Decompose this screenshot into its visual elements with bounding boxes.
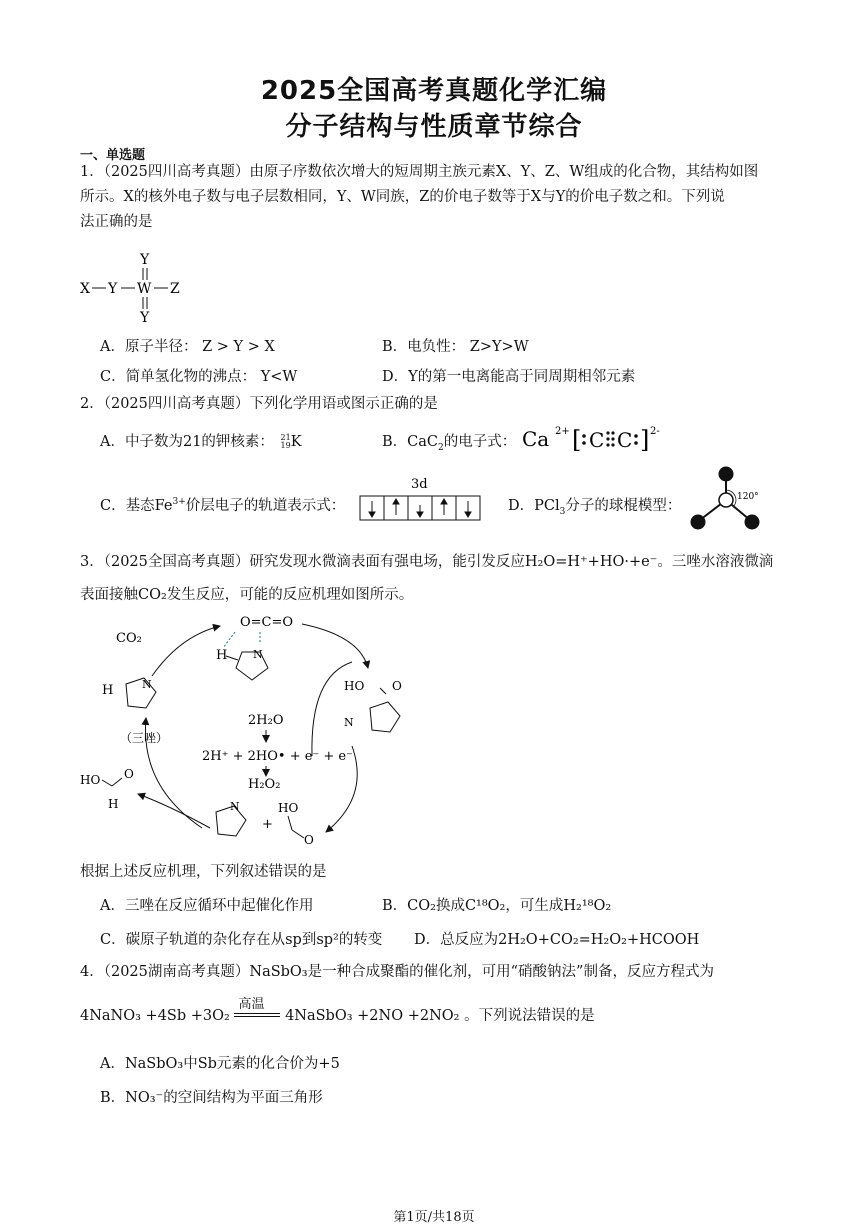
struct-z: Z: [170, 281, 180, 297]
lewis-bracket-left: [: [572, 426, 582, 454]
q2-c-prefix: C．基态: [100, 498, 155, 514]
lewis-c2: C: [617, 428, 633, 452]
mech-middle: 2H⁺ + 2HO• + e⁻ + e⁻: [202, 749, 353, 764]
mech-right-n: N: [344, 716, 354, 729]
page-footer: 第1页/共18页: [393, 1210, 475, 1225]
mech-left-n: N: [142, 678, 152, 691]
q1-option-d: D．Y的第一电离能高于同周期相邻元素: [382, 369, 636, 385]
nuclide-symbol: K: [290, 434, 302, 450]
eq-left: 4NaNO₃ +4Sb +3O₂: [80, 1008, 230, 1024]
q4-option-b: B．NO₃⁻的空间结构为平面三角形: [100, 1090, 323, 1106]
q3-reaction-mechanism: [80, 606, 440, 856]
mech-left-h: H: [102, 683, 114, 698]
q2-b-sub: 2: [438, 442, 444, 453]
q3-prompt: 根据上述反应机理，下列叙述错误的是: [80, 864, 327, 880]
q2-option-c: [100, 494, 345, 515]
mech-bottom-n: N: [230, 800, 240, 813]
q2-c-suffix: 价层电子的轨道表示式：: [185, 498, 346, 514]
nuclide-mass: 21: [280, 433, 291, 442]
fe-3d-orbital-diagram: [356, 474, 486, 524]
mech-formic-ho: HO: [80, 773, 101, 787]
struct-w: W: [137, 281, 152, 297]
q4-option-a: A．NaSbO₃中Sb元素的化合价为+5: [100, 1056, 340, 1072]
q2-option-d: [508, 494, 681, 517]
q1-option-b: B．电负性： Z>Y>W: [382, 339, 529, 355]
q2-d-prefix: D．: [508, 498, 535, 514]
nuclide-numbers: [281, 434, 291, 450]
angle-label: 120°: [737, 492, 759, 502]
question-4: 4．（2025湖南高考真题）NaSbO₃是一种合成聚酯的催化剂，可用“硝酸钠法”制备，反应方程式为: [80, 964, 714, 980]
q1-line-2: 所示。X的核外电子数与电子层数相同，Y、W同族，Z的价电子数等于X与Y的价电子数之和。下列说: [80, 189, 725, 205]
q3-option-d: D．总反应为2H₂O+CO₂=H₂O₂+HCOOH: [414, 932, 700, 948]
mech-bottom-ho: HO: [278, 801, 299, 815]
mech-top-n: N: [253, 648, 263, 661]
nuclide-z: 19: [280, 441, 291, 450]
orbital-label: 3d: [411, 477, 428, 492]
mech-bottom-o: O: [304, 833, 314, 847]
q2-b-suffix: 的电子式：: [443, 434, 517, 450]
mech-formic-o: O: [124, 767, 134, 781]
q2-a-text: A．中子数为21的钾核素：: [100, 434, 274, 450]
q2-d-sub: 3: [559, 506, 566, 517]
q2-option-b: [382, 430, 516, 453]
struct-y-top: Y: [140, 252, 150, 268]
mech-h2o: 2H₂O: [248, 713, 284, 728]
pcl3-ball-stick-model: [686, 464, 766, 534]
q1-option-a: A．原子半径： Z > Y > X: [100, 339, 275, 355]
q2-d-formula: PCl: [534, 498, 560, 514]
struct-x: X: [80, 281, 90, 297]
q3-option-a: A．三唑在反应循环中起催化作用: [100, 898, 314, 914]
eq-arrow: [234, 997, 280, 1025]
lewis-charge: 2-: [650, 426, 660, 437]
q2-b-formula: CaC: [407, 434, 438, 450]
question-3: [80, 550, 800, 608]
mech-right-ho: HO: [344, 679, 365, 693]
q3-option-b: B．CO₂换成C¹⁸O₂，可生成H₂¹⁸O₂: [382, 898, 612, 914]
q1-line-1: 1．（2025四川高考真题）由原子序数依次增大的短周期主族元素X、Y、Z、W组成的化合物，其结构如图: [80, 164, 759, 180]
mech-top-h: H: [216, 648, 228, 663]
q1-option-c: C．简单氢化物的沸点： Y<W: [100, 369, 298, 385]
q3-option-c: C．碳原子轨道的杂化存在从sp到sp²的转变: [100, 932, 383, 948]
q4-equation: [80, 997, 595, 1025]
struct-y-bottom: Y: [140, 310, 150, 326]
page-title: 2025全国高考真题化学汇编: [260, 76, 608, 106]
q2-option-a: [100, 430, 302, 451]
struct-y: Y: [108, 281, 118, 297]
mech-right-o: O: [392, 679, 402, 693]
q2-c-ion: Fe: [154, 498, 173, 514]
eq-condition: 高温: [238, 997, 265, 1012]
lewis-ca-charge: 2+: [555, 426, 570, 437]
eq-right: 4NaSbO₃ +2NO +2NO₂: [285, 1008, 460, 1024]
mech-triazole-label: （三唑）: [120, 731, 169, 745]
q3-line-1: 3．（2025全国高考真题）研究发现水微滴表面有强电场，能引发反应H₂O=H⁺+HO·+e⁻。三唑水溶液微滴: [80, 554, 774, 570]
q1-line-3: 法正确的是: [80, 214, 153, 230]
q1-structure-diagram: [78, 250, 198, 326]
q2-c-charge: 3+: [172, 497, 186, 508]
section-heading: 一、单选题: [80, 148, 146, 163]
q2-b-prefix: B．: [382, 434, 408, 450]
mech-h2o2: H₂O₂: [248, 777, 281, 792]
cac2-lewis-structure: [520, 422, 670, 454]
mech-formic-h: H: [108, 797, 119, 811]
mech-co2: CO₂: [116, 631, 142, 646]
question-2: 2．（2025四川高考真题）下列化学用语或图示正确的是: [80, 396, 438, 412]
q3-line-2: 表面接触CO₂发生反应，可能的反应机理如图所示。: [80, 587, 414, 603]
mech-o-c-o: O=C=O: [240, 615, 294, 630]
lewis-c1: C: [589, 428, 605, 452]
lewis-bracket-right: ]: [640, 426, 650, 454]
question-1: [80, 160, 800, 235]
lewis-ca: Ca: [522, 427, 550, 451]
mech-plus: +: [262, 817, 273, 832]
q2-d-suffix: 分子的球棍模型：: [565, 498, 682, 514]
eq-suffix: 。下列说法错误的是: [464, 1008, 595, 1024]
page-subtitle: 分子结构与性质章节综合: [285, 112, 583, 142]
